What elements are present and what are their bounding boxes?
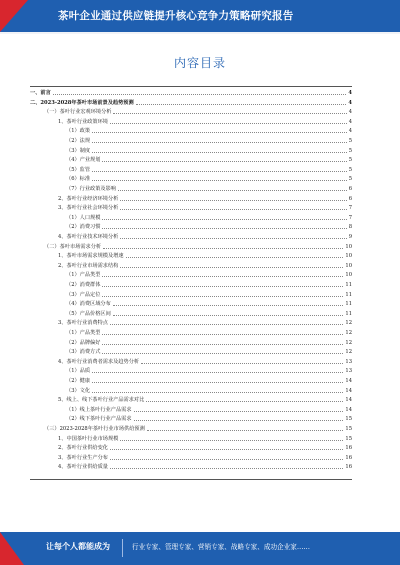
toc-dot-leader — [110, 324, 343, 325]
toc-entry[interactable] — [30, 99, 352, 107]
toc-entry[interactable] — [30, 319, 352, 327]
toc-heading: 内容目录 — [173, 56, 226, 70]
toc-entry[interactable] — [30, 406, 352, 414]
toc-entry[interactable] — [30, 118, 352, 126]
footer-brand: 让每个人都能成为 — [46, 542, 110, 551]
toc-entry-label: 1、中国茶叶行业市场规模 — [58, 435, 119, 442]
toc-entry[interactable] — [30, 291, 352, 299]
toc-entry[interactable] — [30, 185, 352, 193]
toc-dot-leader — [102, 219, 346, 220]
toc-entry-page: 8 — [348, 224, 352, 231]
toc-entry-label: 2、茶叶行业供给变化 — [58, 445, 108, 452]
toc-entry-page: 16 — [345, 454, 352, 461]
toc-entry[interactable] — [30, 147, 352, 155]
toc-entry-label: （2）消费习惯 — [66, 224, 101, 231]
toc-entry[interactable] — [30, 233, 352, 241]
toc-dot-leader — [102, 276, 343, 277]
toc-dot-leader — [102, 286, 343, 287]
toc-entry[interactable] — [30, 358, 352, 366]
toc-entry-label: 5、线上、线下茶叶行业产品需求对比 — [58, 397, 145, 404]
footer-accent — [0, 532, 24, 565]
toc-dot-leader — [120, 267, 343, 268]
toc-entry-page: 13 — [345, 358, 352, 365]
toc-entry[interactable] — [30, 262, 352, 270]
toc-dot-leader — [92, 152, 347, 153]
toc-entry-label: （5）监管 — [66, 166, 91, 173]
toc-dot-leader — [146, 401, 343, 402]
toc-entry[interactable] — [30, 281, 352, 289]
toc-entry[interactable] — [30, 175, 352, 183]
footer-divider — [122, 539, 123, 557]
toc-entry-page: 5 — [348, 157, 352, 164]
toc-entry-label: （1）产品类型 — [66, 272, 101, 279]
toc-dot-leader — [134, 411, 344, 412]
toc-entry-page: 13 — [345, 368, 352, 375]
toc-entry-label: 3、茶叶行业消费特点 — [58, 320, 108, 327]
toc-entry-label: （三）2023-2028年茶叶行业市场供给预测 — [44, 426, 145, 432]
toc-entry-page: 7 — [348, 214, 352, 221]
toc-entry[interactable] — [30, 444, 352, 452]
toc-entry-label: 4、茶叶行业消费者需求及趋势分析 — [58, 358, 140, 365]
toc-entry-page: 14 — [345, 397, 352, 404]
toc-entry-label: （2）消费群体 — [66, 282, 101, 288]
toc-entry-page: 10 — [345, 262, 352, 269]
toc-entry-page: 5 — [348, 138, 352, 144]
toc-entry-page: 6 — [348, 186, 352, 192]
toc-entry-label: （2）品牌偏好 — [66, 339, 101, 346]
toc-entry[interactable] — [30, 329, 352, 337]
toc-entry-page: 6 — [348, 195, 352, 202]
toc-entry-label: （3）制度 — [66, 147, 91, 154]
toc-entry[interactable] — [30, 396, 352, 404]
toc-dot-leader — [120, 209, 346, 210]
toc-entry-page: 7 — [348, 205, 352, 212]
toc-entry-page: 9 — [348, 234, 352, 240]
toc-entry-page: 5 — [348, 176, 352, 183]
toc-entry[interactable] — [30, 425, 352, 433]
toc-entry-label: 一、前言 — [30, 90, 51, 96]
report-title: 茶叶企业通过供应链提升核心竞争力策略研究报告 — [58, 10, 294, 22]
toc-entry[interactable] — [30, 204, 352, 212]
toc-entry-page: 4 — [348, 128, 352, 135]
toc-entry[interactable] — [30, 243, 352, 251]
toc-entry-page: 15 — [345, 416, 352, 423]
toc-entry-label: （3）文化 — [66, 387, 91, 394]
toc-entry-label: 4、茶叶行业技术环境分析 — [58, 234, 119, 240]
toc-dot-leader — [92, 132, 347, 133]
toc-entry-page: 12 — [345, 349, 352, 356]
toc-dot-leader — [103, 248, 343, 249]
toc-dot-leader — [113, 305, 344, 306]
toc-dot-leader — [113, 315, 344, 316]
toc-entry-page: 11 — [345, 282, 352, 288]
toc-dot-leader — [102, 334, 343, 335]
toc-dot-leader — [92, 392, 343, 393]
toc-entry-page: 4 — [348, 109, 352, 116]
toc-entry-label: （1）政策 — [66, 128, 91, 135]
toc-dot-leader — [102, 296, 343, 297]
toc-entry-label: （5）产品价格区间 — [66, 310, 111, 317]
toc-dot-leader — [110, 468, 343, 469]
toc-entry-page: 11 — [345, 301, 352, 308]
toc-entry-page: 10 — [345, 272, 352, 279]
toc-entry-page: 4 — [348, 118, 352, 125]
toc-entry-label: （2）线下茶叶行业产品需求 — [66, 416, 132, 423]
toc-entry-page: 14 — [345, 406, 352, 413]
toc-dot-leader — [53, 94, 347, 95]
toc-entry-page: 14 — [345, 387, 352, 394]
toc-entry-page: 5 — [348, 166, 352, 173]
toc-entry-label: 3、茶叶行业生产分布 — [58, 454, 108, 461]
toc-entry-label: 二、2023-2028年茶叶市场前景及趋势预测 — [30, 99, 134, 106]
toc-entry-page: 15 — [345, 426, 352, 432]
toc-entry-page: 10 — [345, 243, 352, 250]
toc-dot-leader — [102, 344, 343, 345]
toc-entry-label: （4）消费区域分布 — [66, 301, 111, 308]
toc-dot-leader — [110, 459, 343, 460]
toc-entry[interactable] — [30, 415, 352, 423]
toc-entry-label: 4、茶叶行业供给质量 — [58, 464, 108, 471]
toc-dot-leader — [120, 238, 346, 239]
toc-entry-label: （1）产品类型 — [66, 330, 101, 336]
toc-entry[interactable] — [30, 435, 352, 443]
toc-entry-label: 3、茶叶行业社会环境分析 — [58, 205, 119, 212]
toc-dot-leader — [102, 228, 346, 229]
toc-entry[interactable] — [30, 339, 352, 347]
toc-entry-page: 12 — [345, 320, 352, 327]
toc-entry-label: （二）茶叶市场需求分析 — [44, 243, 102, 250]
toc-entry[interactable] — [30, 300, 352, 308]
toc-entry-page: 14 — [345, 378, 352, 384]
toc-dot-leader — [110, 449, 343, 450]
toc-entry[interactable] — [30, 166, 352, 174]
toc-entry-page: 10 — [345, 253, 352, 260]
toc-entry[interactable] — [30, 252, 352, 260]
toc-entry[interactable] — [30, 463, 352, 471]
toc-entry[interactable] — [30, 127, 352, 135]
toc-entry-label: 2、茶叶行业市场需求结构 — [58, 262, 119, 269]
toc-entry-page: 4 — [348, 90, 352, 96]
toc-entry[interactable] — [30, 377, 352, 385]
toc-entry-label: （4）产业规划 — [66, 157, 101, 164]
toc-entry-page: 11 — [345, 291, 352, 298]
toc-entry-label: （1）人口规模 — [66, 214, 101, 221]
toc-entry[interactable] — [30, 454, 352, 462]
toc-entry-page: 15 — [345, 435, 352, 442]
toc-dot-leader — [141, 363, 343, 364]
toc-entry[interactable] — [30, 348, 352, 356]
toc-entry-page: 16 — [345, 464, 352, 471]
toc-entry-label: （1）线上茶叶行业产品需求 — [66, 406, 132, 413]
toc-entry[interactable] — [30, 367, 352, 375]
toc-entry-label: （2）健康 — [66, 378, 91, 384]
toc-entry-label: （2）法规 — [66, 138, 91, 144]
toc-dot-leader — [92, 372, 343, 373]
toc-entry[interactable] — [30, 156, 352, 164]
toc-dot-leader — [102, 353, 343, 354]
toc-entry-page: 16 — [345, 445, 352, 452]
toc-entry-label: 1、茶叶行业政策环境 — [58, 118, 108, 125]
toc-entry[interactable] — [30, 310, 352, 318]
header-accent — [0, 0, 28, 32]
toc-entry-label: （3）消费方式 — [66, 349, 101, 356]
toc-dot-leader — [110, 123, 347, 124]
toc-dot-leader — [120, 200, 346, 201]
toc-entry[interactable] — [30, 214, 352, 222]
toc-entry-label: （1）品质 — [66, 368, 91, 375]
toc-dot-leader — [113, 113, 346, 114]
toc-entry-page: 5 — [348, 147, 352, 154]
toc-dot-leader — [126, 257, 344, 258]
toc-entry-page: 12 — [345, 330, 352, 336]
toc-entry-label: （一）茶叶行业宏观环境分析 — [44, 109, 112, 116]
toc-dot-leader — [102, 161, 346, 162]
toc-entry-label: （7）行业政策及影响 — [66, 186, 116, 192]
toc-entry-page: 4 — [348, 99, 352, 106]
toc-entry-label: （3）产品定位 — [66, 291, 101, 298]
toc-entry[interactable] — [30, 137, 352, 145]
toc-dot-leader — [92, 171, 347, 172]
header-bar — [0, 0, 400, 34]
toc-entry[interactable] — [30, 108, 352, 116]
toc-dot-leader — [92, 142, 347, 143]
toc-dot-leader — [147, 430, 344, 431]
toc-dot-leader — [120, 440, 343, 441]
toc-dot-leader — [134, 420, 344, 421]
table-of-contents — [30, 86, 352, 480]
toc-dot-leader — [92, 180, 347, 181]
footer-slogan: 行业专家、管理专家、营销专家、战略专家、成功企业家…… — [132, 543, 311, 551]
toc-entry-page: 12 — [345, 339, 352, 346]
toc-entry[interactable] — [30, 195, 352, 203]
toc-dot-leader — [92, 382, 343, 383]
toc-dot-leader — [118, 190, 347, 191]
toc-entry-label: 2、茶叶行业经济环境分析 — [58, 195, 119, 202]
toc-entry[interactable] — [30, 89, 352, 97]
toc-entry[interactable] — [30, 387, 352, 395]
toc-entry-label: 1、茶叶市场需求规模及增速 — [58, 253, 124, 260]
toc-dot-leader — [136, 104, 347, 105]
toc-entry-label: （6）标准 — [66, 176, 91, 183]
toc-entry[interactable] — [30, 223, 352, 231]
toc-entry-page: 11 — [345, 310, 352, 317]
toc-entry[interactable] — [30, 271, 352, 279]
